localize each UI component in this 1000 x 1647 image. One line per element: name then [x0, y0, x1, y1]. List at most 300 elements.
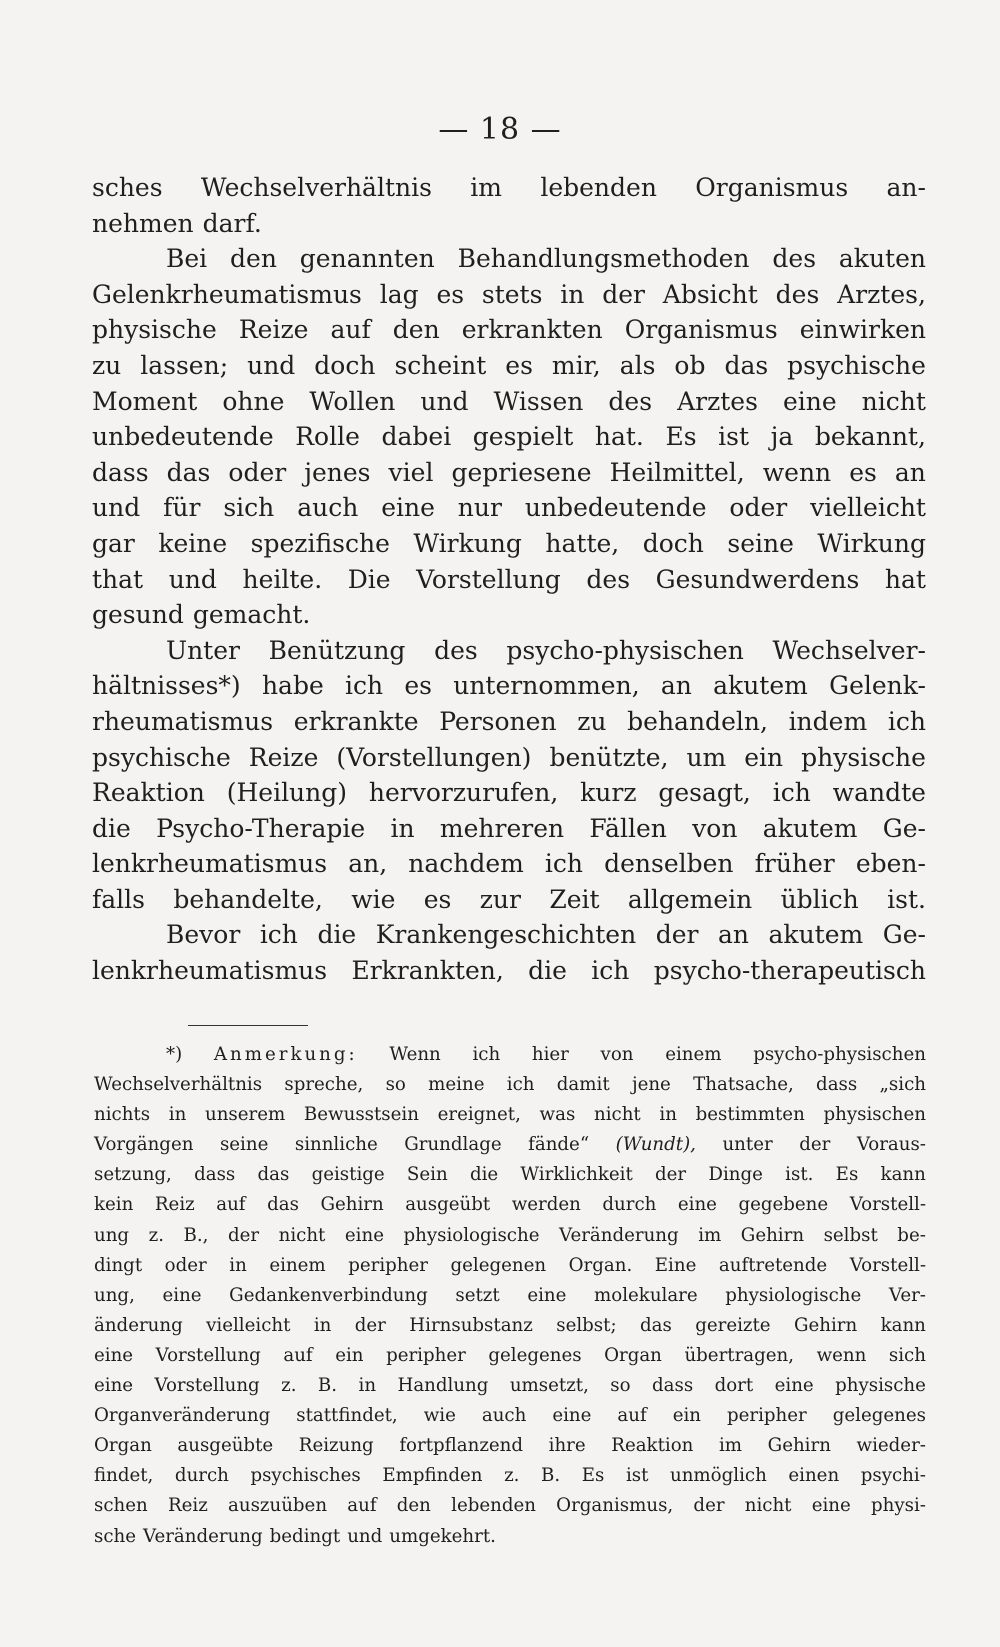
word: auf	[216, 1194, 246, 1216]
word: Veränderung	[143, 1525, 263, 1547]
word: in	[358, 1375, 377, 1397]
word: gelegenes	[488, 1344, 582, 1366]
word: ausgeübt	[405, 1194, 491, 1216]
text-line	[92, 419, 926, 455]
text-line	[92, 348, 926, 384]
footnote-line	[94, 1371, 926, 1401]
word: Vorstellung	[154, 1375, 260, 1397]
word: Organveränderung	[94, 1405, 271, 1427]
text-line	[92, 241, 926, 277]
word: es	[505, 350, 533, 380]
word: auf	[347, 1495, 377, 1517]
word: Gelenk-	[829, 671, 926, 701]
word: rheumatismus	[92, 706, 274, 736]
word: nicht	[861, 386, 926, 416]
word: z.	[504, 1465, 520, 1487]
word: scheint	[394, 350, 487, 380]
text-line	[92, 455, 926, 491]
word: hervorzurufen,	[368, 778, 559, 808]
word: der	[655, 920, 699, 950]
word: meine	[428, 1074, 485, 1096]
word: Arztes,	[837, 279, 926, 309]
word: peripher	[727, 1405, 807, 1427]
word: sche	[94, 1525, 136, 1547]
word: gepriesene	[451, 457, 592, 487]
footnote-label: Anmerkung:	[213, 1044, 358, 1065]
word: seine	[219, 1134, 269, 1156]
word: Empfinden	[382, 1465, 483, 1487]
word: physiologische	[403, 1224, 540, 1246]
word: des	[775, 279, 820, 309]
word: Organismus	[695, 173, 849, 202]
word: unserem	[204, 1104, 286, 1126]
word: ob	[674, 350, 706, 380]
word: erkrankten	[461, 315, 603, 345]
word: fände“	[528, 1134, 590, 1156]
word: nicht	[593, 1104, 641, 1126]
text-line	[92, 526, 926, 562]
word: selbst;	[556, 1314, 617, 1336]
word: Ge-	[882, 920, 926, 950]
word: Organismus	[624, 315, 778, 345]
word: zu	[92, 350, 122, 380]
word: es	[404, 671, 432, 701]
word: der	[655, 1164, 687, 1186]
footnote-line	[94, 1130, 926, 1160]
word: erkrankte	[293, 706, 419, 736]
word: ung	[94, 1224, 130, 1246]
word: eine	[811, 1495, 851, 1517]
word: Bewusstsein	[303, 1104, 419, 1126]
word: lassen;	[140, 350, 229, 380]
word: ich	[591, 956, 630, 986]
word: unbedeutende	[92, 422, 274, 452]
word: hier	[531, 1044, 569, 1065]
word: wie	[423, 1405, 456, 1427]
word: ich	[259, 920, 298, 950]
word: sich	[223, 493, 275, 523]
word: eine	[344, 1224, 384, 1246]
text-line	[92, 740, 926, 776]
text-line	[92, 882, 926, 918]
word: eine	[782, 386, 837, 416]
word: dass	[92, 457, 149, 487]
word: gar	[92, 528, 135, 558]
word: üblich	[780, 884, 859, 914]
word: physischen	[823, 1104, 926, 1126]
word: physische	[835, 1375, 926, 1397]
word: psychi-	[860, 1465, 926, 1487]
word: das	[267, 1194, 299, 1216]
word: vielleicht	[206, 1314, 291, 1336]
text-line	[92, 775, 926, 811]
word: Wechselverhältnis	[200, 173, 432, 202]
word: Es	[835, 1164, 859, 1186]
word: Rolle	[295, 422, 360, 452]
word: auf	[283, 1344, 313, 1366]
word: psychische	[787, 350, 926, 380]
word: wie	[351, 884, 396, 914]
word: doch	[642, 528, 704, 558]
word: Vorstell-	[849, 1194, 926, 1216]
word: zur	[479, 884, 521, 914]
word: Heilmittel,	[609, 457, 745, 487]
word: physische	[92, 315, 217, 345]
word: „sich	[879, 1074, 926, 1096]
word: und	[168, 564, 217, 594]
word: es	[849, 457, 877, 487]
word: Bevor	[166, 920, 241, 950]
word: Organismus,	[556, 1495, 674, 1517]
word: Die	[347, 564, 391, 594]
word: kein	[94, 1194, 134, 1216]
word: psycho-therapeutisch	[653, 956, 926, 986]
word: kann	[880, 1164, 926, 1186]
word: Vorgängen	[94, 1134, 194, 1156]
text-line	[92, 490, 926, 526]
word: eine	[381, 493, 435, 523]
word: Wirkung	[413, 528, 522, 558]
word: in	[168, 1104, 187, 1126]
word: Wirkung	[817, 528, 926, 558]
word: auch	[481, 1405, 527, 1427]
word: psychisches	[250, 1465, 361, 1487]
footnote-line	[94, 1491, 926, 1521]
word: Reizung	[298, 1435, 374, 1457]
word: Veränderung	[559, 1224, 679, 1246]
word: Reize	[248, 742, 319, 772]
word: wieder-	[856, 1435, 926, 1457]
word: ohne	[222, 386, 285, 416]
word: mir,	[551, 350, 601, 380]
word: (Vorstellungen)	[336, 742, 532, 772]
word: dabei	[381, 422, 452, 452]
word: Reiz	[154, 1194, 195, 1216]
footnote-separator	[188, 1025, 308, 1026]
word: kann	[880, 1314, 926, 1336]
word: Ver-	[888, 1284, 926, 1306]
word: (Heilung)	[226, 778, 348, 808]
word: Dinge	[708, 1164, 763, 1186]
word: gemacht.	[192, 600, 311, 630]
word: Wirklichkeit	[520, 1164, 633, 1186]
word: die	[469, 1164, 499, 1186]
word: falls	[92, 884, 145, 914]
word: indem	[788, 706, 868, 736]
word: darf.	[202, 208, 262, 238]
word: den	[392, 315, 440, 345]
word: Ge-	[882, 813, 926, 843]
word: den	[230, 244, 277, 274]
word: Moment	[92, 386, 198, 416]
word: Wissen	[493, 386, 584, 416]
word: in	[390, 813, 415, 843]
word: auszuüben	[228, 1495, 328, 1517]
word: so	[385, 1074, 406, 1096]
footnote-marker: *)	[166, 1044, 183, 1065]
text-line	[92, 811, 926, 847]
word: und	[92, 493, 141, 523]
word: behandeln,	[627, 706, 768, 736]
word: keine	[158, 528, 228, 558]
word: ist.	[887, 884, 926, 914]
word: ein	[744, 742, 784, 772]
word: Eine	[654, 1254, 697, 1276]
word: ich	[544, 849, 584, 879]
word: als	[619, 350, 656, 380]
word: lebenden	[540, 173, 657, 202]
word: Organ	[94, 1435, 152, 1457]
word: an	[717, 920, 749, 950]
footnote-line	[94, 1221, 926, 1251]
word: unter	[722, 1134, 773, 1156]
word: ihre	[548, 1435, 586, 1457]
text-line	[92, 562, 926, 598]
word: nicht	[744, 1495, 792, 1517]
word: hältnisses*)	[92, 671, 241, 701]
word: zu	[577, 706, 607, 736]
word: Organ	[604, 1344, 662, 1366]
word: ist.	[785, 1164, 814, 1186]
word: das	[724, 350, 769, 380]
text-line	[92, 953, 926, 989]
word: hat	[884, 564, 926, 594]
text-line	[92, 277, 926, 313]
word: Es	[581, 1465, 605, 1487]
word: wenn	[762, 457, 832, 487]
word: nicht	[278, 1224, 326, 1246]
word: seine	[727, 528, 794, 558]
word: von	[692, 813, 738, 843]
word: spezifische	[250, 528, 390, 558]
word: auf	[330, 315, 371, 345]
footnote-line	[94, 1160, 926, 1190]
footnote-line	[94, 1100, 926, 1130]
word: jenes	[304, 457, 371, 487]
word: psycho-physischen	[506, 635, 744, 665]
word: be-	[897, 1224, 926, 1246]
word: in	[313, 1314, 332, 1336]
word: B.	[541, 1465, 561, 1487]
word: stattfindet,	[296, 1405, 398, 1427]
word: setzung,	[94, 1164, 172, 1186]
word: Wenn	[389, 1044, 441, 1065]
word: einwirken	[799, 315, 926, 345]
word: heilte.	[242, 564, 323, 594]
word: auf	[617, 1405, 647, 1427]
word: in	[229, 1254, 247, 1276]
word: ein	[335, 1344, 364, 1366]
word: hatte,	[545, 528, 620, 558]
word: eine	[94, 1344, 134, 1366]
word: eine	[527, 1284, 567, 1306]
word: einen	[788, 1465, 840, 1487]
word: oder	[729, 493, 788, 523]
word: Gehirn	[320, 1194, 384, 1216]
footnote-line	[94, 1190, 926, 1220]
word: an-	[886, 173, 926, 202]
word: Behandlungsmethoden	[457, 244, 750, 274]
word: schen	[94, 1495, 148, 1517]
word: Reaktion	[92, 778, 205, 808]
word: des	[608, 386, 653, 416]
word: Absicht	[662, 279, 758, 309]
word: Gehirn	[793, 1314, 858, 1336]
word: Sein	[406, 1164, 448, 1186]
word: akuten	[838, 244, 926, 274]
word: lenkrheumatismus	[92, 849, 328, 879]
word: Reaktion	[611, 1435, 694, 1457]
word: der	[693, 1495, 725, 1517]
word: Personen	[439, 706, 557, 736]
word: that	[92, 564, 144, 594]
text-line	[92, 633, 926, 669]
word: an,	[348, 849, 388, 879]
word: sinnliche	[294, 1134, 378, 1156]
word: jene	[631, 1074, 671, 1096]
word: auftretende	[718, 1254, 828, 1276]
word: in	[560, 279, 585, 309]
word: Gesundwerdens	[655, 564, 860, 594]
word: Hirnsubstanz	[409, 1314, 533, 1336]
word: ist	[625, 1465, 649, 1487]
footnote-line	[94, 1281, 926, 1311]
word: es	[436, 279, 465, 309]
word: viel	[388, 457, 434, 487]
word: eine	[677, 1194, 717, 1216]
word: ausgeübte	[177, 1435, 274, 1457]
word: eine	[162, 1284, 202, 1306]
word: Thatsache,	[693, 1074, 794, 1096]
word: gelegenes	[832, 1405, 926, 1427]
word: im	[470, 173, 502, 202]
footnote-line	[94, 1341, 926, 1371]
word: gereizte	[695, 1314, 771, 1336]
word: Gehirn	[740, 1224, 805, 1246]
word: selbst	[823, 1224, 878, 1246]
word: eine	[552, 1405, 592, 1427]
word: doch	[314, 350, 376, 380]
word: es	[423, 884, 452, 914]
word: Benützung	[268, 635, 406, 665]
word: gesund	[92, 600, 184, 630]
word: unmöglich	[670, 1465, 767, 1487]
word: Vorstellung	[416, 564, 561, 594]
word: einem	[269, 1254, 326, 1276]
word: Es	[665, 422, 697, 452]
page-number: — 18 —	[438, 112, 562, 147]
word: B.,	[183, 1224, 209, 1246]
word: die	[92, 813, 131, 843]
word: hat.	[594, 422, 644, 452]
word: lenkrheumatismus	[92, 956, 328, 986]
word: Reiz	[167, 1495, 208, 1517]
word: lag	[379, 279, 419, 309]
word: findet,	[94, 1465, 154, 1487]
word: den	[396, 1495, 431, 1517]
word: im	[718, 1435, 743, 1457]
word: Gedankenverbindung	[229, 1284, 428, 1306]
word: vielleicht	[810, 493, 926, 523]
word: des	[586, 564, 631, 594]
word: ung,	[94, 1284, 135, 1306]
word: nur	[457, 493, 502, 523]
text-line	[92, 170, 926, 206]
word: Erkrankten,	[351, 956, 504, 986]
footnote-line	[94, 1040, 926, 1070]
word: Grundlage	[404, 1134, 502, 1156]
word: physi-	[871, 1495, 926, 1517]
word: im	[698, 1224, 722, 1246]
word: Reize	[238, 315, 309, 345]
word: werden	[511, 1194, 581, 1216]
word: Zeit	[549, 884, 600, 914]
word: peripher	[386, 1344, 466, 1366]
word: nichts	[94, 1104, 151, 1126]
word: mehreren	[439, 813, 565, 843]
word: wandte	[832, 778, 926, 808]
word: oder	[164, 1254, 207, 1276]
word: Voraus-	[856, 1134, 926, 1156]
word: der	[799, 1134, 831, 1156]
word: dass	[194, 1164, 236, 1186]
word: dass	[652, 1375, 694, 1397]
word: ein	[672, 1405, 701, 1427]
word: ich	[345, 671, 384, 701]
word: der	[354, 1314, 386, 1336]
word: bedingt	[269, 1525, 341, 1547]
footnote-line	[94, 1461, 926, 1491]
word: ja	[770, 422, 794, 452]
word: Organ.	[568, 1254, 633, 1276]
word: molekulare	[594, 1284, 698, 1306]
word: eben-	[855, 849, 926, 879]
word: und	[420, 386, 469, 416]
word: Gelenkrheumatismus	[92, 279, 362, 309]
word: so	[610, 1375, 631, 1397]
text-line	[92, 384, 926, 420]
word: und	[347, 1525, 383, 1547]
word: kurz	[580, 778, 637, 808]
word: durch	[602, 1194, 657, 1216]
word: spreche,	[284, 1074, 364, 1096]
word: auch	[297, 493, 359, 523]
word: ich	[506, 1074, 535, 1096]
word: umsetzt,	[509, 1375, 589, 1397]
footnote-line	[94, 1311, 926, 1341]
word: psychische	[92, 742, 231, 772]
word: an	[894, 457, 926, 487]
word: durch	[174, 1465, 229, 1487]
word: sich	[888, 1344, 926, 1366]
word: das	[257, 1164, 290, 1186]
footnote-line	[94, 1070, 926, 1100]
word: habe	[261, 671, 324, 701]
word: ich	[472, 1044, 501, 1065]
word: übertragen,	[684, 1344, 795, 1366]
word: die	[317, 920, 357, 950]
word: die	[528, 956, 567, 986]
word: von	[600, 1044, 634, 1065]
word: des	[434, 635, 478, 665]
word: dort	[714, 1375, 754, 1397]
word: wenn	[816, 1344, 867, 1366]
word: gespielt	[472, 422, 574, 452]
footnote-line	[94, 1251, 926, 1281]
text-line	[92, 917, 926, 953]
word: dass	[816, 1074, 858, 1096]
word: physische	[801, 742, 926, 772]
